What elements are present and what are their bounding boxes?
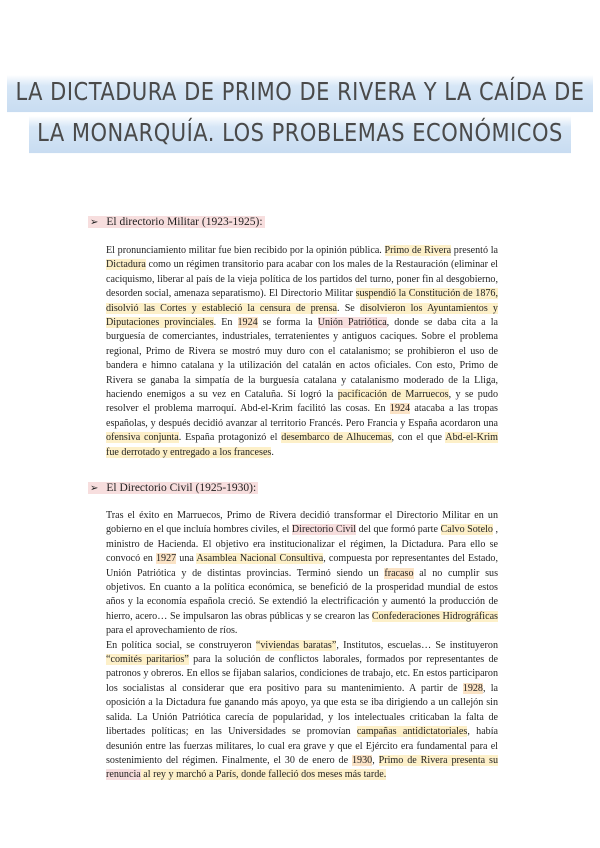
text-segment: . (271, 446, 274, 458)
section-paragraph (106, 509, 498, 783)
text-segment: , y se pudo resolver el problema marroquí. Abd-el-Krim facilitó las cosas. En (106, 389, 498, 415)
highlighted-text: campañas antidictatoriales (356, 726, 468, 738)
highlighted-text: 1927 (155, 553, 177, 565)
text-segment: como un régimen transitorio para acabar con los males de la Restauración (eliminar el caciquismo, liberar al país de la vieja política de los partidos del turno, poner fin al desgobierno, desorden social, amenaza separatismo). El Directorio Militar (106, 259, 498, 300)
highlighted-text: Primo de Rivera presenta su (378, 754, 498, 766)
text-segment: presentó la (451, 245, 498, 256)
section-heading-label: El directorio Militar (1923-1925): (106, 216, 263, 228)
highlighted-text: al rey y marchó a París, donde falleció dos meses más tarde. (140, 769, 387, 781)
highlighted-text: pacificación de Marruecos (337, 389, 449, 401)
text-segment: . España protagonizó el (178, 432, 282, 444)
text-segment: , ministro de Hacienda. El objetivo era institucionalizar el régimen, la Dictadura. Para ello se convocó en (106, 524, 498, 565)
title-line-1: LA DICTADURA DE PRIMO DE RIVERA Y LA CAÍDA DE (7, 75, 592, 112)
text-segment: , donde se daba cita a la burguesía de comerciantes, industriales, terratenientes y antiguos caciques. Sobre el problema regional, Primo de Rivera se mostró muy duro con el catalanismo; se prohibieron el uso de bandera e himno catalana y la utilización del catalán en actos oficiales. Con esto, Primo de Rivera se ganaba la simpatía de la burguesía catalana y catalanismo moderado de la Lliga, haciendo enemigos a su vez en Cataluña. Sí logró la (106, 317, 498, 401)
highlighted-text: Calvo Sotelo (440, 524, 493, 536)
text-segment: . En (213, 317, 238, 329)
highlighted-text: Dictadura (106, 259, 146, 271)
text-segment: . Se (336, 302, 360, 314)
text-segment: atacaba a las tropas españolas, y después decidió avanzar al territorio Francés. Pero Francia y España acordaron una (106, 403, 498, 429)
text-segment: En política social, se construyeron (106, 639, 256, 651)
highlighted-text: “comités paritarios” (106, 654, 189, 666)
highlighted-text: fracaso (384, 567, 414, 579)
highlighted-text: Asamblea Nacional Consultiva (196, 553, 324, 565)
highlighted-text: Confederaciones Hidrográficas (371, 610, 498, 622)
highlighted-text: ofensiva conjunta (106, 432, 179, 444)
title-line-2: LA MONARQUÍA. LOS PROBLEMAS ECONÓMICOS (29, 116, 571, 153)
text-segment: , compuesta por representantes del Estado, Unión Patriótica y de distintas provincias. Terminó siendo un (106, 553, 498, 579)
highlighted-text: desembarco de Alhucemas (281, 432, 392, 444)
text-segment: Tras el éxito en Marruecos, Primo de Rivera decidió transformar el Directorio Militar en un gobierno en el que incluía hombres civiles, el (106, 510, 498, 536)
highlighted-text: 1928 (462, 682, 483, 694)
text-segment: una (176, 553, 197, 565)
text-segment: para el aprovechamiento de ríos. (106, 625, 238, 637)
highlighted-text: 1924 (389, 403, 411, 415)
highlighted-text: suspendió la Constitución de 1876, disolvió las Cortes y estableció la censura de prensa (106, 288, 499, 314)
highlighted-text: “viviendas baratas” (255, 639, 337, 651)
text-segment: , Institutos, escuelas… Se instituyeron (336, 639, 498, 651)
text-segment: se forma la (257, 317, 318, 329)
section-paragraph (106, 244, 498, 460)
highlighted-text: Primo de Rivera (384, 245, 452, 256)
highlighted-text: Unión Patriótica (317, 317, 387, 329)
text-segment: , con el que (391, 432, 446, 444)
section-heading-label: El Directorio Civil (1925-1930): (106, 482, 257, 494)
text-segment: para la solución de conflictos laborales, formados por representantes de patronos y obreros. En ellos se fijaban salarios, condiciones de trabajo, etc. En estos participaron los socialistas al considerar que era positivo para su mantenimiento. A partir de (106, 654, 498, 694)
section-heading-directorio-militar (88, 216, 265, 228)
text-segment: al no cumplir sus objetivos. En cuanto a la política económica, se benefició de la prosperidad mundial de estos años y la economía española creció. Se extendió la electrificación y aumentó la producción de hierro, acero… Se impulsaron las obras públicas y se crearon las (106, 567, 498, 622)
section-heading-directorio-civil (88, 482, 258, 494)
document-title (0, 78, 600, 150)
text-segment: , había desunión entre las fuerzas militares, lo cual era grave y que el Ejército era fundamental para el sostenimiento del régimen. Finalmente, el 30 de enero de (106, 726, 499, 766)
arrow-bullet-icon: ➢ (90, 216, 99, 228)
highlighted-text: renuncia (106, 769, 141, 781)
highlighted-text: 1930 (352, 754, 373, 766)
highlighted-text: Abd-el-Krim fue derrotado y entregado a los franceses (106, 432, 498, 458)
highlighted-text: disolvieron los Ayuntamientos y Diputaciones provinciales (106, 302, 498, 329)
highlighted-text: 1924 (237, 317, 258, 329)
text-segment: El pronunciamiento militar fue bien recibido por la opinión pública. (106, 245, 385, 256)
highlighted-text: Directorio Civil (291, 524, 357, 536)
text-segment: , (372, 754, 379, 766)
text-segment: del que formó parte (356, 524, 441, 536)
arrow-bullet-icon: ➢ (90, 482, 99, 494)
text-segment: , la oposición a la Dictadura fue ganando más apoyo, ya que esta se iba dirigiendo a un callejón sin salida. La Unión Patriótica carecía de popularidad, y los intelectuales criticaban la falta de libertades políticas; en las Universidades se promovían (106, 682, 498, 738)
